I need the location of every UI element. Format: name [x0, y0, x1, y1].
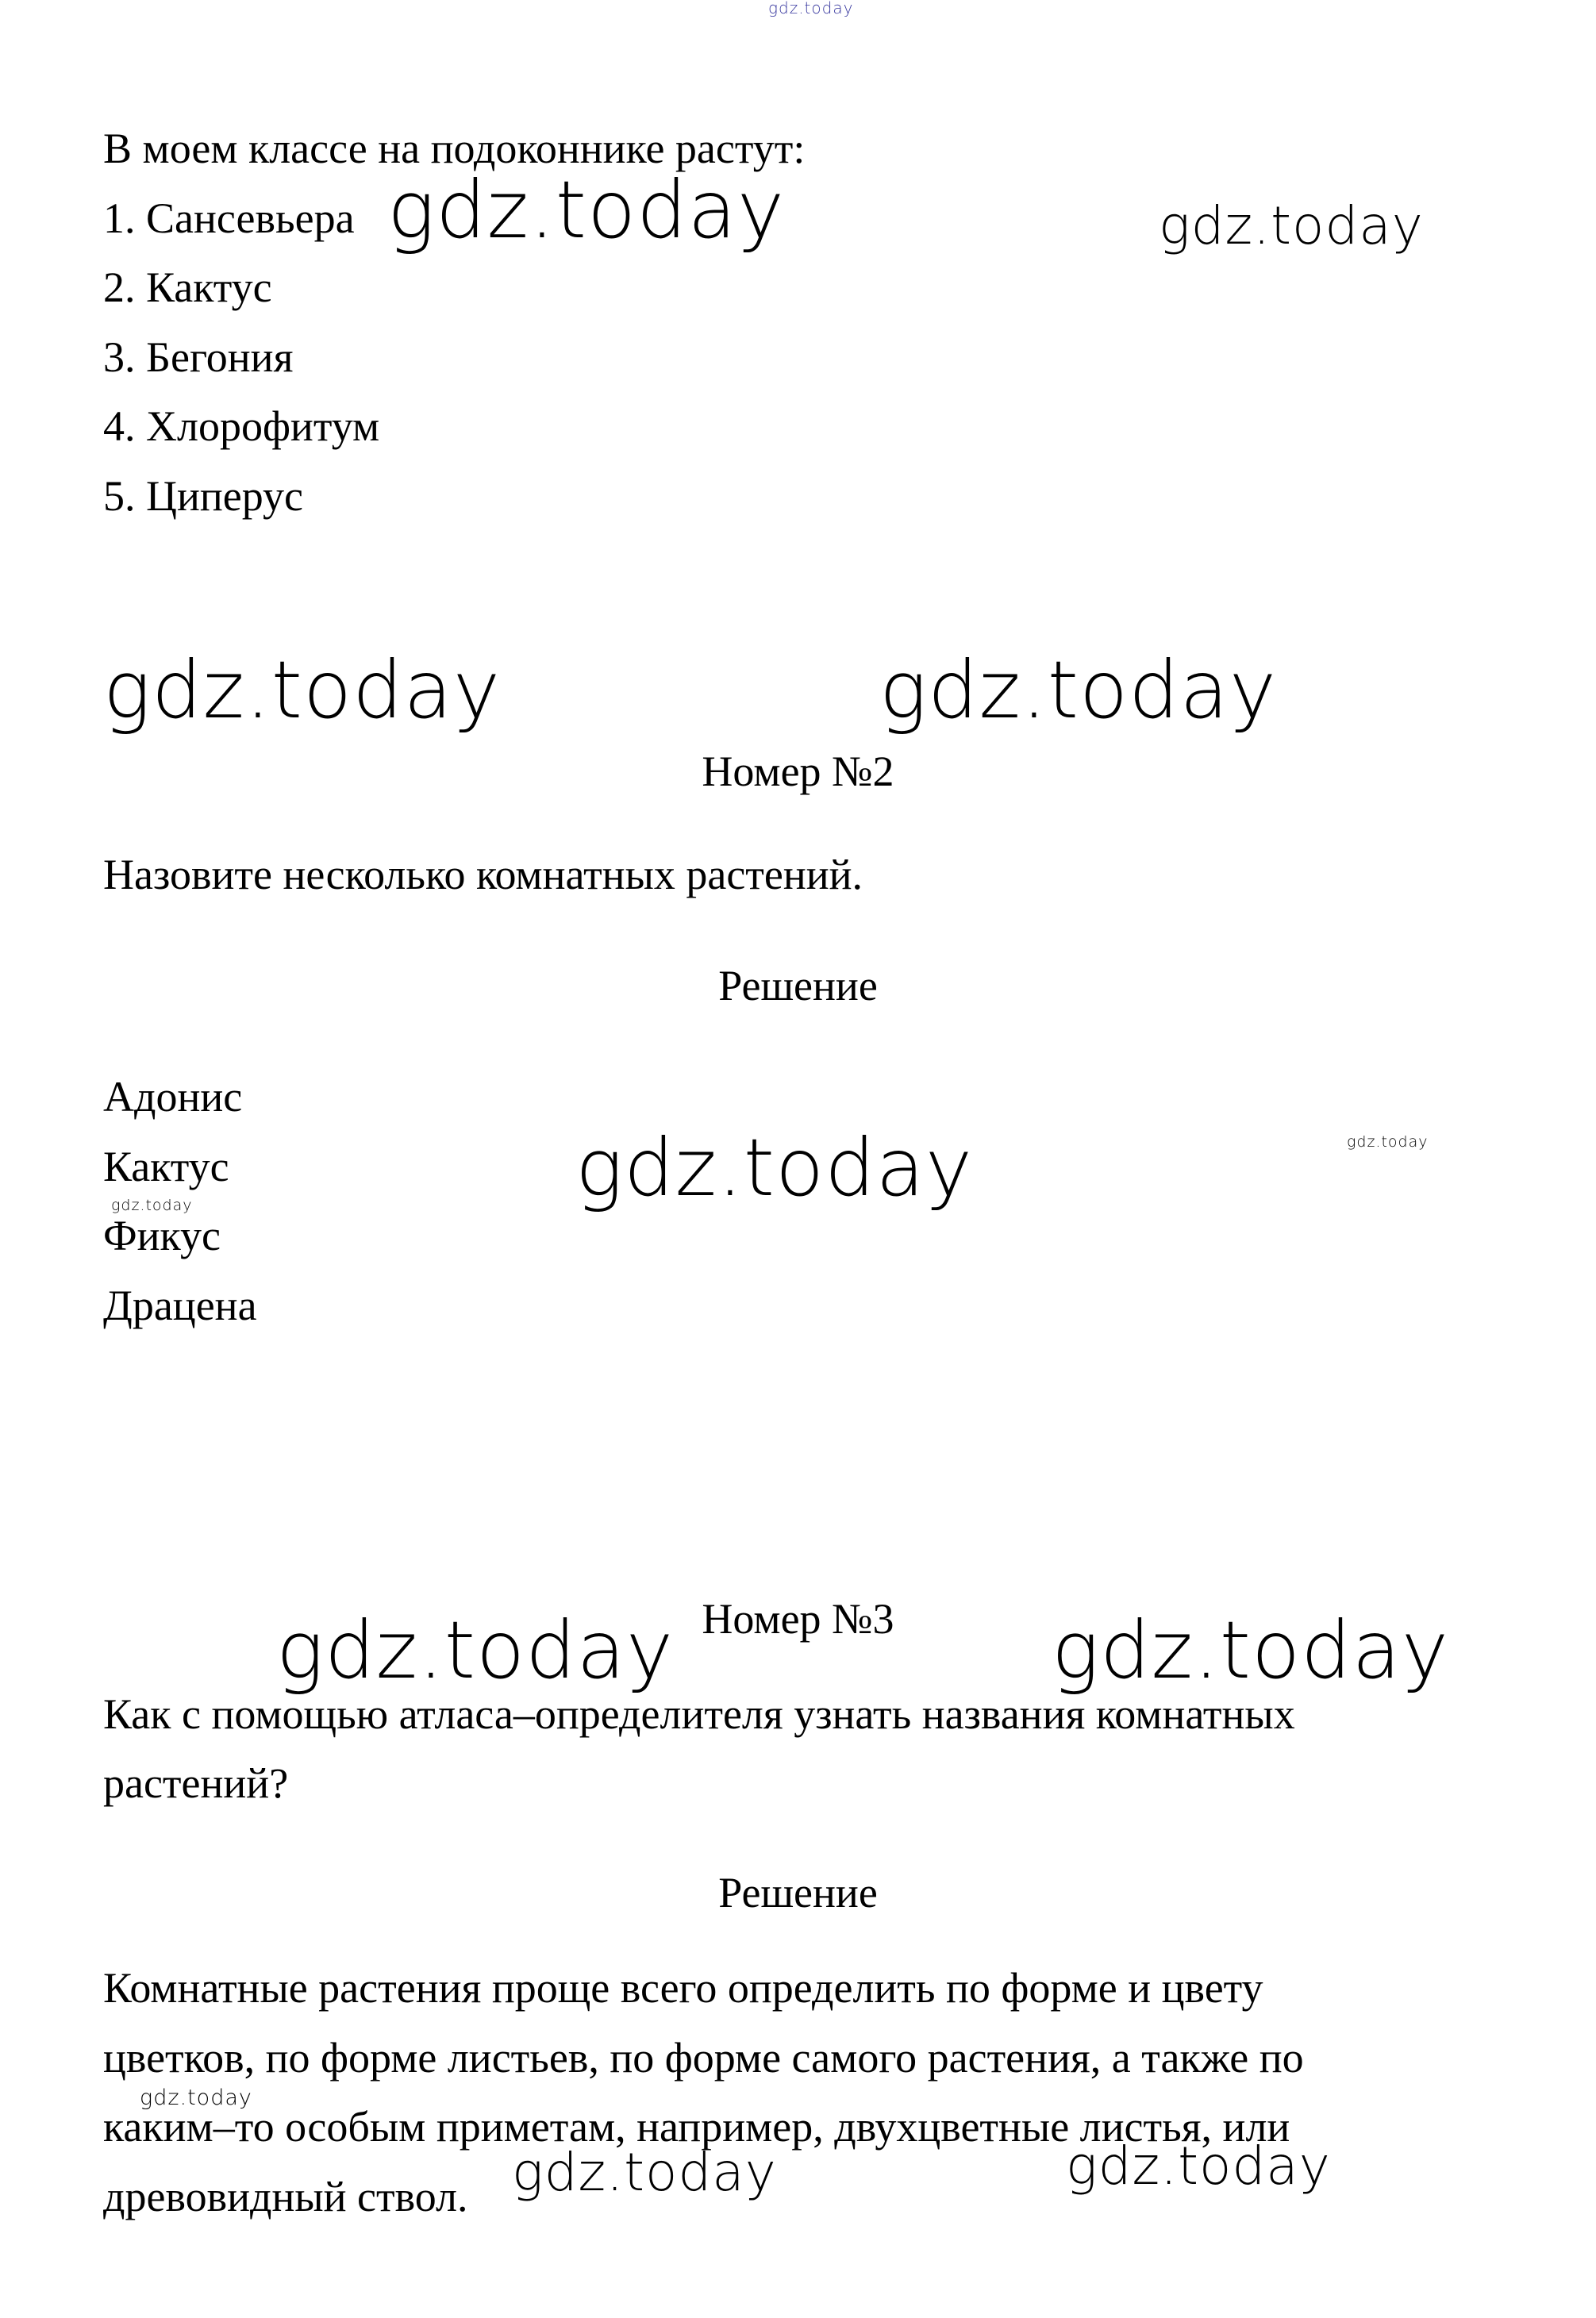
answer-item: Драцена [103, 1282, 257, 1329]
task2-solution-heading: Решение [718, 962, 878, 1009]
watermark: gdz.today [276, 1604, 675, 1697]
watermark: gdz.today [1159, 195, 1424, 256]
watermark: gdz.today [879, 644, 1278, 736]
task3-answer-line: древовидный ствол. [103, 2173, 468, 2220]
answer-item: Адонис [103, 1073, 243, 1121]
task3-solution-heading: Решение [718, 1869, 878, 1916]
watermark: gdz.today [1347, 1133, 1429, 1151]
watermark: gdz.today [1066, 2135, 1331, 2197]
watermark-top: gdz.today [768, 0, 854, 17]
list-item: 4. Хлорофитум [103, 402, 380, 450]
task3-heading: Номер №3 [702, 1595, 894, 1643]
list-item: 5. Циперус [103, 472, 304, 520]
answer-item: Кактус [103, 1143, 229, 1190]
task2-heading: Номер №2 [702, 748, 894, 795]
watermark: gdz.today [387, 163, 786, 256]
task2-question: Назовите несколько комнатных растений. [103, 851, 863, 898]
intro-text: В моем классе на подоконнике растут: [103, 125, 806, 172]
task3-question-line: Как с помощью атласа–определителя узнать названия комнатных [103, 1690, 1295, 1738]
task3-answer-line: каким–то особым приметам, например, двухцветные листья, или [103, 2103, 1290, 2151]
task3-answer-line: цветков, по форме листьев, по форме самого растения, а также по [103, 2034, 1304, 2082]
watermark: gdz.today [575, 1121, 974, 1214]
answer-item: Фикус [103, 1212, 221, 1259]
list-item: 3. Бегония [103, 333, 294, 381]
watermark: gdz.today [140, 2085, 252, 2110]
watermark: gdz.today [103, 644, 502, 736]
task3-answer-line: Комнатные растения проще всего определить по форме и цвету [103, 1964, 1263, 2012]
list-item: 2. Кактус [103, 263, 272, 311]
task3-question-line: растений? [103, 1759, 289, 1807]
watermark: gdz.today [512, 2142, 777, 2203]
watermark: gdz.today [111, 1197, 193, 1214]
list-item: 1. Сансевьера [103, 194, 355, 242]
watermark: gdz.today [1052, 1604, 1450, 1697]
